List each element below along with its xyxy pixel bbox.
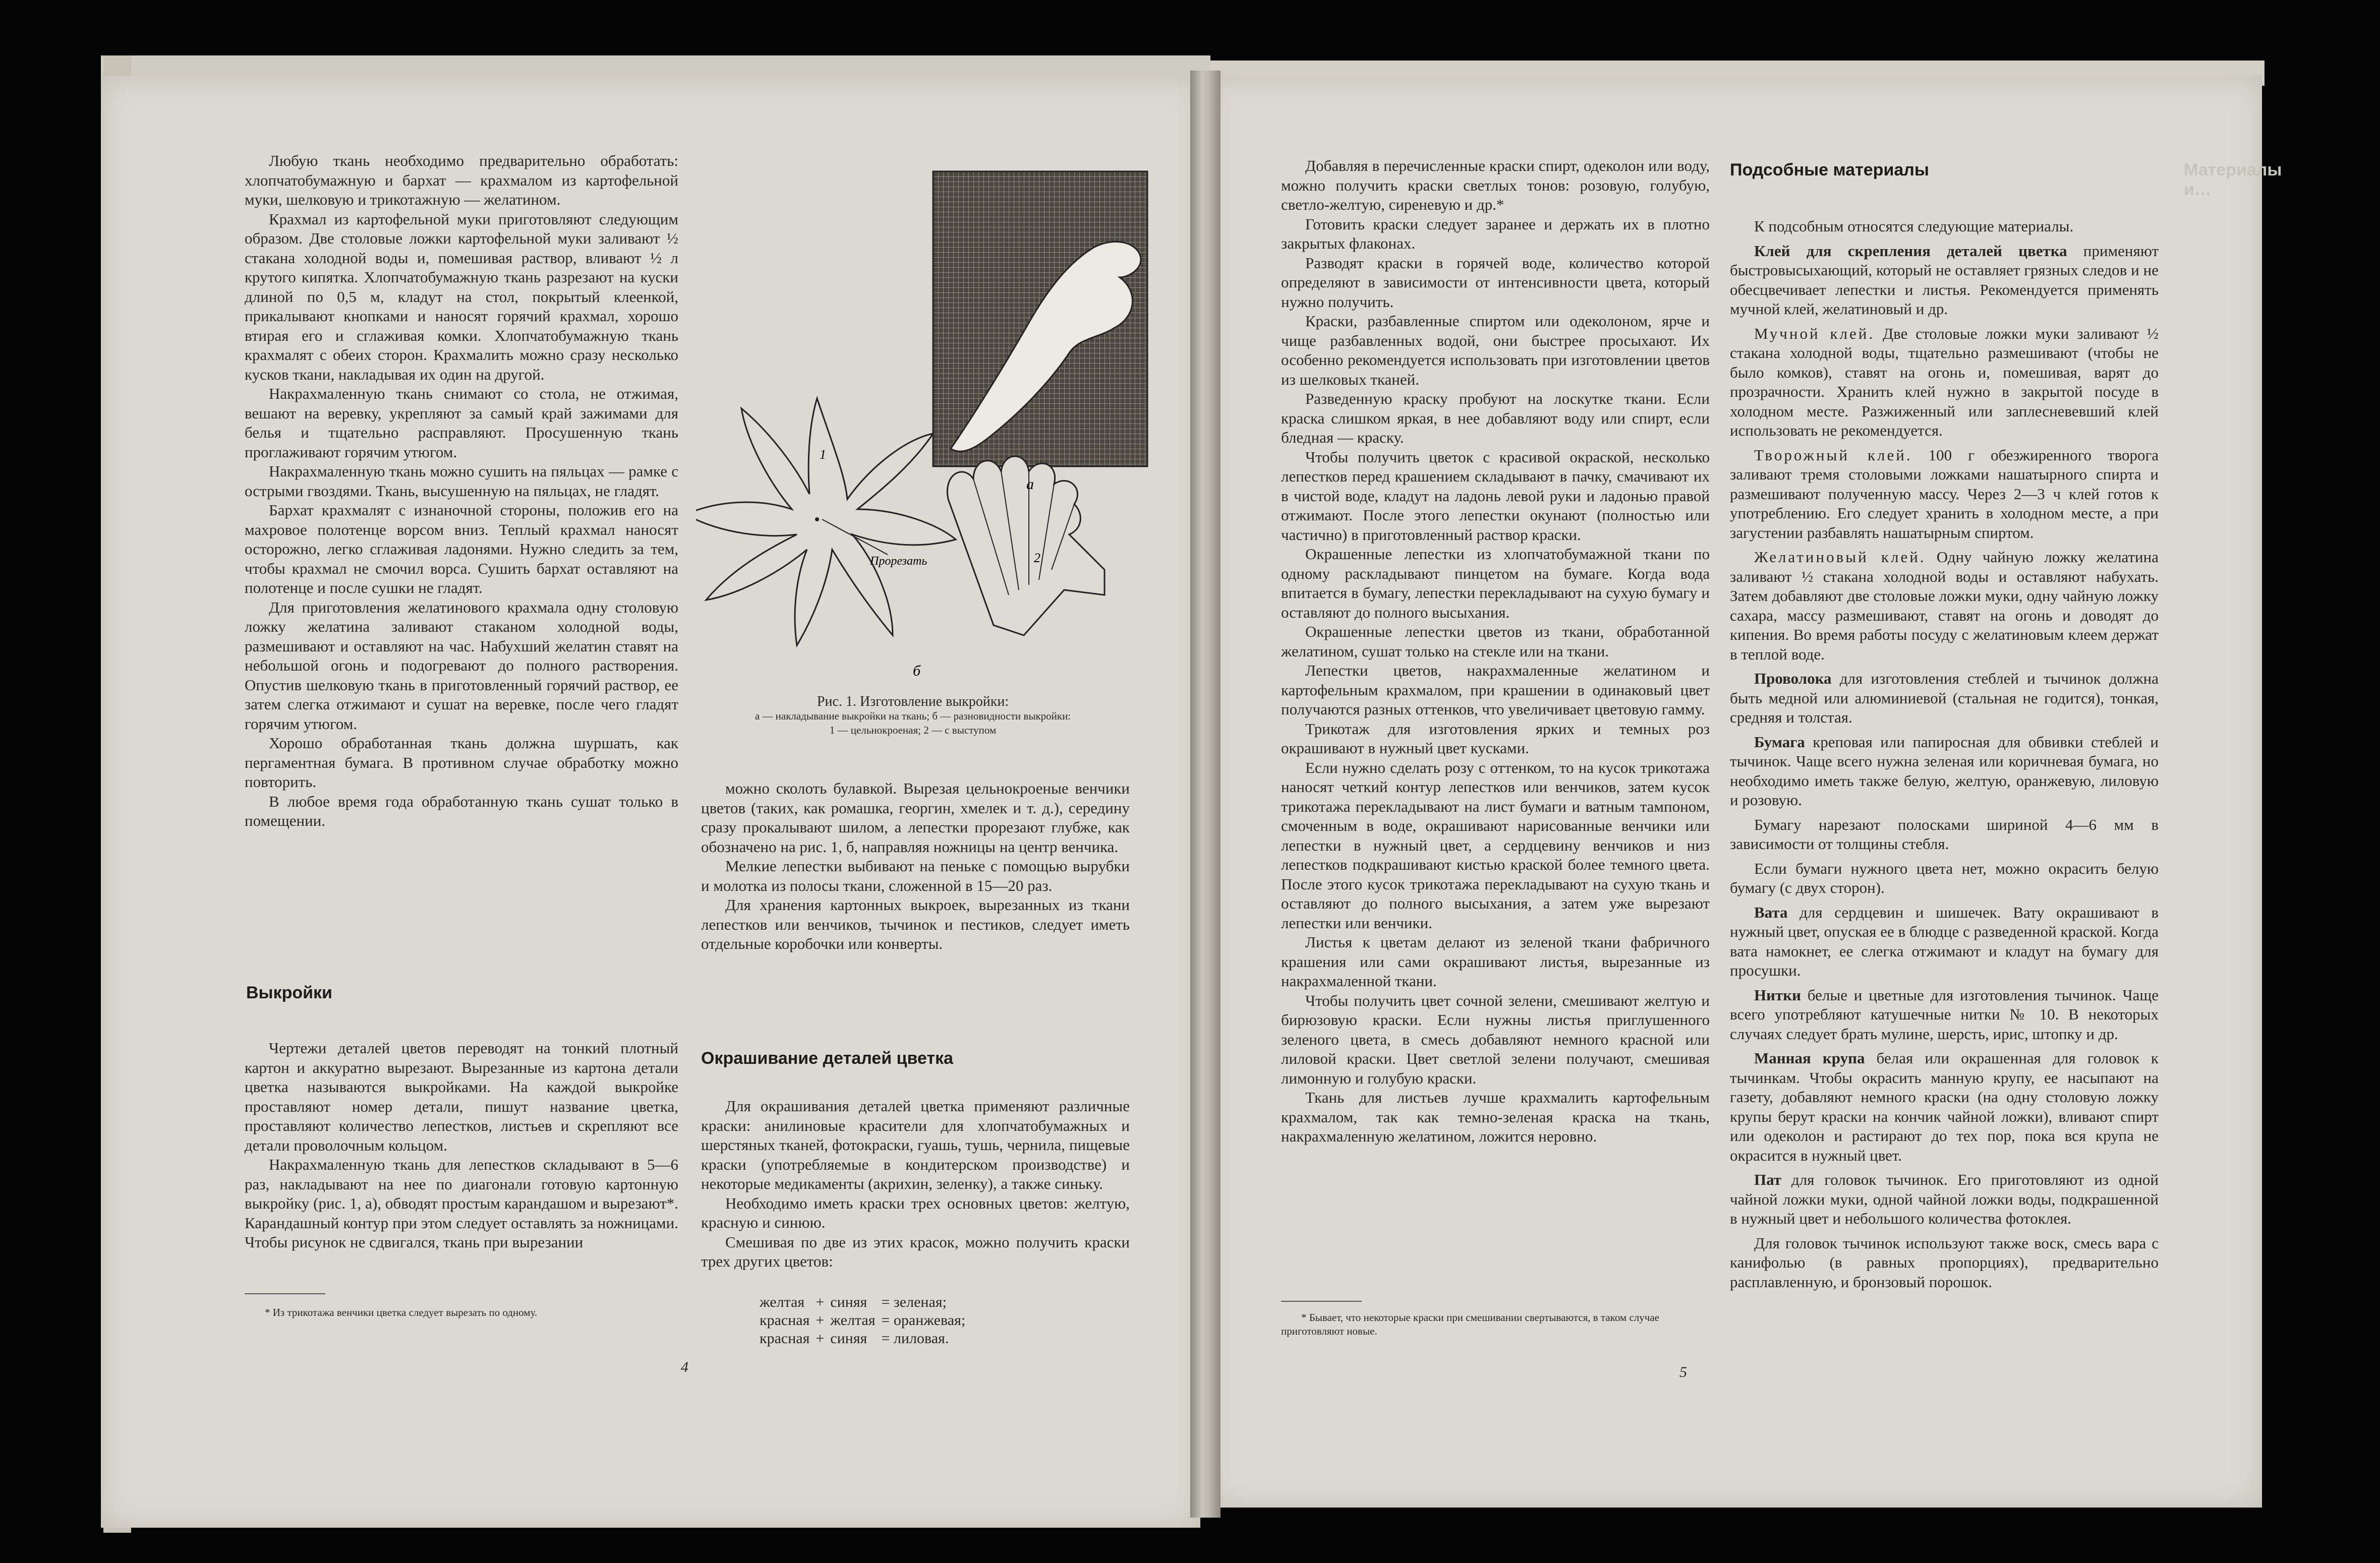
paragraph: Чтобы получить цветок с красивой окраской, несколько лепестков перед крашением складывают в пачку, смачивают их в чистой воде, кладут на ладонь левой руки и ладонью правой отжимают. После этого лепестки окунают (полностью или частично) в приготовленный раствор краски. [1281, 448, 1710, 544]
color-mixing-formulas [757, 1293, 968, 1348]
paragraph: Накрахмаленную ткань снимают со стола, не отжимая, вешают на веревку, укрепляют за самый край зажимами для белья и тщательно расправляют. Просушенную ткань проглаживают горячим утюгом. [245, 385, 678, 461]
paragraph: Если нужно сделать розу с оттенком, то на кусок трикотажа наносят четкий контур лепестков или венчиков, затем кусок трикотажа перекладывают на лист бумаги и ватным тампоном, смоченным в воде, окрашивают нарисованные венчики или лепестки в нужный цвет, а сердцевину венчиков и низ лепестков подкрашивают кистью краской более темного цвета. После этого кусок трикотажа перекладывают на сухую ткань и оставляют до полного высыхания, а затем уже вырезают лепестки или венчики. [1281, 758, 1710, 932]
paragraph [1730, 324, 2159, 441]
plus-sign: + [816, 1330, 825, 1347]
paragraph-text: 100 г обезжиренного творога заливают тремя столовыми ложками нашатырного спирта и размешивают полученную массу. Через 2—3 ч клей готов к употреблению. Его следует хранить в холодном месте, а при загустении разбавлять нашатырным спиртом. [1730, 446, 2159, 542]
caption-line-1: а — накладывание выкройки на ткань; б — разновидности выкройки: [754, 710, 1071, 722]
paragraph [1730, 815, 2159, 854]
paragraph: Для хранения картонных выкроек, вырезанных из ткани лепестков или венчиков, тычинок и пестиков, следует иметь отдельные коробочки или конверты. [701, 896, 1130, 952]
paragraph-lead: Нитки [1754, 986, 1801, 1004]
paragraph: Окрашенные лепестки цветов из ткани, обработанной желатином, сушат только на стекле или на ткани. [1281, 623, 1710, 660]
paragraph [1730, 733, 2159, 810]
paragraph: В любое время года обработанную ткань сушат только в помещении. [245, 792, 678, 829]
paragraph-lead: Мучной клей. [1754, 324, 1875, 342]
figure-1-caption [691, 695, 1135, 737]
paragraph-lead: Манная крупа [1754, 1049, 1865, 1067]
paragraph: Чертежи деталей цветов переводят на тонкий плотный картон и аккуратно вырезают. Вырезанные из картона детали цветка называются выкройками. На каждой выкройке проставляют номер детали, пишут название цветка, проставляют количество лепестков, листьев и скрепляют все детали проволочным кольцом. [245, 1039, 678, 1154]
paragraph-lead: Пат [1754, 1171, 1782, 1188]
right-column-1 [1281, 156, 1710, 1147]
formula-color-a: красная [760, 1330, 810, 1347]
paragraph: Любую ткань необходимо предварительно обработать: хлопчатобумажную и бархат — крахмалом из картофельной муки, шелковую и трикотажную — желатином. [245, 152, 678, 208]
formula-row [757, 1330, 968, 1348]
paragraph [1730, 1234, 2159, 1292]
paragraph-text: белые и цветные для изготовления тычинок. Чаще всего употребляют катушечные нитки № 10. В некоторых случаях следует брать мулине, шерсть, ирис, штопку и др. [1730, 986, 2159, 1043]
figure-label-a: а [1026, 476, 1034, 493]
paragraph-lead: Проволока [1754, 670, 1832, 687]
paragraph: Необходимо иметь краски трех основных цветов: желтую, красную и синюю. [701, 1194, 1130, 1231]
caption-line-2: 1 — цельнокроеная; 2 — с выступом [829, 724, 997, 736]
heading-vykroyki: Выкройки [246, 983, 332, 1002]
paragraph [1730, 1170, 2159, 1229]
figure-1 [696, 166, 1150, 696]
paragraph-lead: Бумага [1754, 733, 1805, 751]
formula-row [757, 1293, 968, 1311]
paragraph: Для окрашивания деталей цветка применяют различные краски: анилиновые красители для хлопчатобумажных и шерстяных тканей, фотокраски, гуашь, тушь, чернила, пищевые краски (употребляемые в кондитерском производстве) и некоторые медикаменты (акрихин, зеленку), а также синьку. [701, 1097, 1130, 1192]
formula-result: = лиловая. [881, 1330, 949, 1347]
formula-color-a: желтая [760, 1294, 805, 1310]
bleed-through-text: Материалы и… [2184, 160, 2282, 199]
formula-result: = оранжевая; [881, 1312, 966, 1329]
formula-color-b: синяя [830, 1294, 867, 1310]
paragraph-text: креповая или папиросная для обвивки стеблей и тычинок. Чаще всего нужна зеленая или коричневая бумага, но необходимо иметь также белую, желтую, оранжевую, лиловую и розовую. [1730, 733, 2159, 809]
plus-sign: + [816, 1312, 825, 1329]
figure-label-2: 2 [1034, 551, 1040, 565]
paragraph-text: Две столовые ложки муки заливают ½ стакана холодной воды, тщательно размешивают (чтобы не было комков), ставят на огонь и, помешивая, варят до прозрачности. Хранить клей нужно в закрытой посуде в холодном месте. Разжиженный или заплесневевший клей использовать не рекомендуется. [1730, 324, 2159, 439]
paragraph-text: К подсобным относятся следующие материалы. [1754, 217, 2074, 235]
left-column-1 [245, 151, 678, 831]
heading-okrashivanie: Окрашивание деталей цветка [701, 1049, 953, 1068]
paragraph: Хорошо обработанная ткань должна шуршать, как пергаментная бумага. В противном случае обработку можно повторить. [245, 734, 678, 791]
paragraph-text: для изготовления стеблей и тычинок должна быть медной или алюминиевой (стальная не годится), тонкая, средняя и толстая. [1730, 670, 2159, 726]
paragraph-lead: Вата [1754, 903, 1788, 921]
heading-podsobnye: Подсобные материалы [1730, 160, 1929, 179]
figure-label-cut: Прорезать [870, 555, 927, 568]
paragraph: Накрахмаленную ткань можно сушить на пяльцах — рамке с острыми гвоздями. Ткань, высушенную на пяльцах, не гладят. [245, 462, 678, 500]
paragraph: Для приготовления желатинового крахмала одну столовую ложку желатина заливают стаканом холодной воды, размешивают и оставляют на час. Набухший желатин ставят на небольшой огонь и подогревают до полного растворения. Опустив шелковую ткань в приготовленный горячий раствор, ее затем слегка отжимают и сушат на веревке, после чего гладят горячим утюгом. [245, 598, 678, 733]
footnote-rule-left [245, 1293, 325, 1294]
paragraph: Чтобы получить цвет сочной зелени, смешивают желтую и бирюзовую краски. Если нужны листья приглушенного зеленого цвета, в смесь добавляют немного красной или лиловой краски. Цвет светлой зелени получают, смешивая лимонную и голубую краски. [1281, 991, 1710, 1087]
paragraph: Добавляя в перечисленные краски спирт, одеколон или воду, можно получить краски светлых тонов: розовую, голубую, светло-желтую, сиреневую и др.* [1281, 157, 1710, 213]
paragraph: Окрашенные лепестки из хлопчатобумажной ткани по одному раскладывают пинцетом на бумаге. Когда вода впитается в бумагу, лепестки перекладывают на сухую бумагу и оставляют до полного высыхания. [1281, 545, 1710, 621]
paragraph: Мелкие лепестки выбивают на пеньке с помощью вырубки и молотка из полосы ткани, сложенной в 15—20 раз. [701, 857, 1130, 894]
paragraph: можно сколоть булавкой. Вырезая цельнокроеные венчики цветов (таких, как ромашка, георгин, хмелек и т. д.), середину сразу прокалывают шилом, а лепестки прорезают глубже, как обозначено на рис. 1, б, направляя ножницы на центр венчика. [701, 779, 1130, 856]
paragraph [1730, 1049, 2159, 1165]
footnote-right: * Бывает, что некоторые краски при смешивании свертываются, в таком случае приготовляют новые. [1281, 1311, 1659, 1337]
paragraph: Листья к цветам делают из зеленой ткани фабричного крашения или сами окрашивают листья, вырезанные из накрахмаленной ткани. [1281, 933, 1710, 990]
paragraph [1730, 548, 2159, 664]
paragraph-text: Одну чайную ложку желатина заливают ½ стакана холодной воды и оставляют набухать. Затем добавляют две столовые ложки муки, одну чайную ложку сахара, массу размешивают, ставят на огонь и доводят до кипения. Во время работы посуду с желатиновым клеем держат в теплой воде. [1730, 548, 2159, 663]
paragraph-lead: Творожный клей. [1754, 446, 1912, 464]
paragraph [1730, 859, 2159, 898]
paragraph: Трикотаж для изготовления ярких и темных роз окрашивают в нужный цвет кусками. [1281, 719, 1710, 757]
paragraph [1730, 242, 2159, 319]
figure-label-b: б [913, 663, 921, 679]
paragraph-lead: Клей для скрепления деталей цветка [1754, 242, 2067, 260]
paragraph-text: Для головок тычинок используют также воск, смесь вара с канифолью (в равных пропорциях), предварительно расплавленную, и бронзовый порошок. [1730, 1234, 2159, 1291]
paragraph: Бархат крахмалят с изнаночной стороны, положив его на махровое полотенце ворсом вниз. Теплый крахмал наносят осторожно, легко сглаживая ладонями. Нужно следить за тем, чтобы крахмал не смочил ворса. Сушить бархат оставляют на полотенце и после сушки не гладят. [245, 501, 678, 596]
book-gutter [1190, 71, 1221, 1518]
paragraph: Накрахмаленную ткань для лепестков складывают в 5—6 раз, накладывают на нее по диагонали готовую картонную выкройку (рис. 1, а), обводят простым карандашом и вырезают*. Карандашный контур при этом следует оставлять за ножницами. Чтобы рисунок не сдвигался, ткань при вырезании [245, 1156, 678, 1251]
formula-color-b: желтая [830, 1312, 876, 1329]
paragraph-text: для сердцевин и шишечек. Вату окрашивают в нужный цвет, опуская ее в блюдце с разведенной краской. Когда вата намокнет, ее слегка отжимают и кладут на бумагу для просушки. [1730, 903, 2159, 979]
paragraph-text: применяют быстровысыхающий, который не оставляет грязных следов и не обесцвечивает лепестки и листья. Рекомендуется применять мучной клей, желатиновый и др. [1730, 242, 2159, 318]
paragraph: Крахмал из картофельной муки приготовляют следующим образом. Две столовые ложки картофельной муки заливают ½ стакана холодной воды и, помешивая раствор, вливают ½ л крутого кипятка. Хлопчатобумажную ткань разрезают на куски длиной по 0,5 м, кладут на стол, покрытый клеенкой, прикалывают кнопками и наносят горячий крахмал, хорошо втирая его и сглаживая комки. Хлопчатобумажную ткань крахмалят с обеих сторон. Крахмалить можно сразу несколько кусков ткани, накладывая их один на другой. [245, 210, 678, 383]
right-column-2 [1730, 217, 2159, 1292]
formula-color-b: синяя [830, 1330, 867, 1347]
paragraph [1730, 446, 2159, 543]
paragraph: Смешивая по две из этих красок, можно получить краски трех других цветов: [701, 1233, 1130, 1270]
figure-a-grid-panel [933, 171, 1147, 466]
paragraph: Разводят краски в горячей воде, количество которой определяют в зависимости от интенсивности цвета, который нужно получить. [1281, 254, 1710, 311]
page-number-right: 5 [1679, 1364, 1687, 1380]
plus-sign: + [816, 1294, 825, 1310]
paragraph: Краски, разбавленные спиртом или одеколоном, ярче и чище разбавленных водой, они быстрее просыхают. Их особенно рекомендуется использовать при изготовлении цветов из шелковых тканей. [1281, 312, 1710, 388]
footnote-left: * Из трикотажа венчики цветка следует вырезать по одному. [265, 1306, 538, 1318]
paragraph: Разведенную краску пробуют на лоскутке ткани. Если краска слишком яркая, в нее добавляют воду или спирт, если бледная — краску. [1281, 390, 1710, 446]
paragraph: Готовить краски следует заранее и держать их в плотно закрытых флаконах. [1281, 215, 1710, 252]
paragraph: Лепестки цветов, накрахмаленные желатином и картофельным крахмалом, при крашении в одинаковый цвет получаются разных оттенков, что увеличивает цветовую гамму. [1281, 662, 1710, 718]
left-column-1-bottom [245, 1039, 678, 1252]
paragraph-text: Бумагу нарезают полосками шириной 4—6 мм в зависимости от толщины стебля. [1730, 815, 2159, 853]
footnote-rule-right [1281, 1301, 1362, 1302]
paragraph [1730, 986, 2159, 1044]
left-column-2 [701, 779, 1130, 954]
paragraph [1730, 903, 2159, 981]
formula-result: = зеленая; [881, 1294, 947, 1310]
paragraph: Ткань для листьев лучше крахмалить картофельным крахмалом, так как темно-зеленая краска на ткань, накрахмаленную желатином, ложится неровно. [1281, 1089, 1710, 1145]
paragraph [1730, 217, 2159, 236]
formula-row [757, 1311, 968, 1330]
paragraph-lead: Желатиновый клей. [1754, 548, 1926, 566]
paragraph [1730, 669, 2159, 728]
formula-color-a: красная [760, 1312, 810, 1329]
left-column-2-bottom [701, 1097, 1130, 1272]
page-number-left: 4 [681, 1359, 688, 1375]
paragraph-text: для головок тычинок. Его приготовляют из одной чайной ложки муки, одной чайной ложки воды, подкрашенной в нужный цвет и небольшого количества фотоклея. [1730, 1171, 2159, 1227]
figure-label-1: 1 [820, 447, 826, 462]
paragraph-text: белая или окрашенная для головок к тычинкам. Чтобы окрасить манную крупу, ее насыпают на газету, добавляют немного краски (на одну столовую ложку крупы берут краски на кончик чайной ложки), вливают спирт или одеколон и растирают до тех пор, пока вся крупа не окрасится в нужный цвет. [1730, 1049, 2159, 1164]
caption-title: Рис. 1. Изготовление выкройки: [817, 694, 1009, 709]
paragraph-text: Если бумаги нужного цвета нет, можно окрасить белую бумагу (с двух сторон). [1730, 859, 2159, 896]
